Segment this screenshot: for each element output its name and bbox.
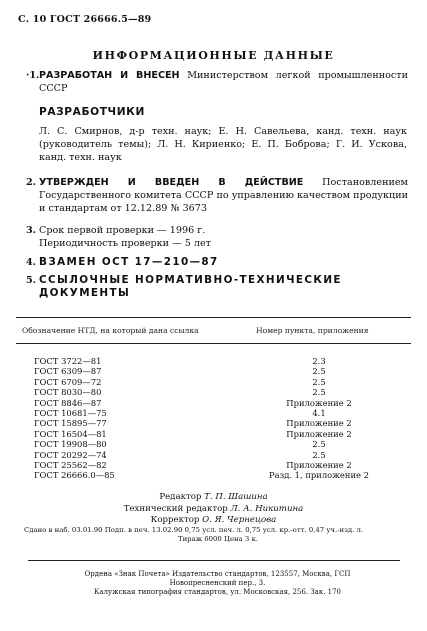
check-periodicity: Периодичность проверки — 5 лет <box>39 238 211 249</box>
reference-document: ГОСТ 15895—77 <box>34 418 107 429</box>
reference-document: ГОСТ 8030—80 <box>34 387 102 398</box>
tech-editor-label: Технический редактор <box>123 503 231 514</box>
tech-editor-name: Л. А. Никитина <box>230 503 304 514</box>
section-4 <box>26 256 408 269</box>
reference-clause: 4.1 <box>312 407 326 418</box>
section-2-text: Постановлением Государственного комитета СССР по управлению качеством продукции и стандартам от 12.12.89 № 3673 <box>39 177 408 214</box>
reference-clause: 2.5 <box>312 376 326 387</box>
reference-clause: 2.3 <box>312 356 326 366</box>
developers-list: Л. С. Смирнов, д-р техн. наук; Е. Н. Савельева, канд. техн. наук (руководитель темы); Л. Н. Кириенко; Е. П. Боброва; Г. И. Ускова, канд. техн. наук <box>39 126 407 163</box>
printer-info <box>30 570 405 597</box>
publication-line-1: Сдано в наб. 03.01.90 Подп. в печ. 13.02.90 0,75 усл. печ. л. 0,75 усл. кр.-отт. 0,47 уч.-изд. л. <box>24 526 364 534</box>
reference-document: ГОСТ 20292—74 <box>34 449 107 460</box>
editor-line <box>0 492 427 504</box>
reference-document: ГОСТ 19908—80 <box>34 439 107 450</box>
section-5 <box>26 274 408 300</box>
reference-document: ГОСТ 10681—75 <box>34 407 107 418</box>
reference-document: ГОСТ 26666.0—85 <box>34 470 115 481</box>
section-4-heading: ВЗАМЕН ОСТ 17—210—87 <box>39 256 219 268</box>
publication-info <box>24 526 412 544</box>
corrector-label: Корректор <box>150 515 203 525</box>
publication-line-2: Тираж 6000 Цена 3 к. <box>177 534 258 543</box>
page-header: С. 10 ГОСТ 26666.5—89 <box>18 14 152 25</box>
reference-document: ГОСТ 16504—81 <box>34 428 107 439</box>
reference-clause: Приложение 2 <box>286 428 352 439</box>
reference-clause: Приложение 2 <box>286 397 352 408</box>
reference-clause: Приложение 2 <box>286 459 352 470</box>
printer-line-2: Новопресненский пер., 3. <box>169 579 266 587</box>
section-4-number: 4. <box>26 257 37 268</box>
section-1-text: Министерством легкой промышленности СССР <box>39 70 408 94</box>
table-header-clause: Номер пункта, приложения <box>256 326 369 335</box>
section-3 <box>26 224 408 250</box>
table-header-rule <box>16 343 411 344</box>
page-title: ИНФОРМАЦИОННЫЕ ДАННЫЕ <box>92 49 335 62</box>
reference-clause: 2.5 <box>312 449 326 460</box>
reference-document: ГОСТ 6309—87 <box>34 366 102 377</box>
section-2-number: 2. <box>26 177 37 188</box>
first-check-date: Срок первой проверки — 1996 г. <box>39 225 206 236</box>
printer-line-3: Калужская типография стандартов, ул. Московская, 256. Зак. 170 <box>93 588 342 596</box>
section-2-heading: УТВЕРЖДЕН И ВВЕДЕН В ДЕЙСТВИЕ <box>39 177 304 188</box>
section-2 <box>26 176 408 215</box>
reference-document: ГОСТ 25562—82 <box>34 459 107 470</box>
table-top-rule <box>16 317 411 318</box>
reference-clause: 2.5 <box>312 387 326 398</box>
table-header-document: Обозначение НТД, на который дана ссылка <box>22 326 199 335</box>
editor-name: Т. П. Шашина <box>204 492 268 502</box>
reference-clause: 2.5 <box>312 366 326 377</box>
tech-editor-line <box>0 504 427 516</box>
reference-clause: 2.5 <box>312 439 326 450</box>
section-1 <box>26 69 408 95</box>
section-5-number: 5. <box>26 275 37 286</box>
section-3-number: 3. <box>26 225 37 236</box>
section-1-heading: РАЗРАБОТАН И ВНЕСЕН <box>39 70 180 81</box>
editor-label: Редактор <box>159 492 205 502</box>
editors-block <box>0 492 427 527</box>
developers-heading: РАЗРАБОТЧИКИ <box>39 106 145 118</box>
reference-document: ГОСТ 8846—87 <box>34 397 102 408</box>
corrector-name: О. Я. Чернецова <box>202 515 277 525</box>
section-1-number: ·1. <box>26 70 40 81</box>
reference-document: ГОСТ 6709—72 <box>34 376 102 387</box>
reference-document: ГОСТ 3722—81 <box>34 356 102 366</box>
corrector-line <box>0 515 427 527</box>
imprint-rule <box>28 560 400 561</box>
printer-line-1: Ордена «Знак Почета» Издательство стандартов, 123557, Москва, ГСП <box>84 570 351 578</box>
section-5-heading: ССЫЛОЧНЫЕ НОРМАТИВНО-ТЕХНИЧЕСКИЕ ДОКУМЕНТЫ <box>39 274 342 299</box>
reference-clause: Разд. 1, приложение 2 <box>269 470 369 481</box>
reference-clause: Приложение 2 <box>286 418 352 429</box>
